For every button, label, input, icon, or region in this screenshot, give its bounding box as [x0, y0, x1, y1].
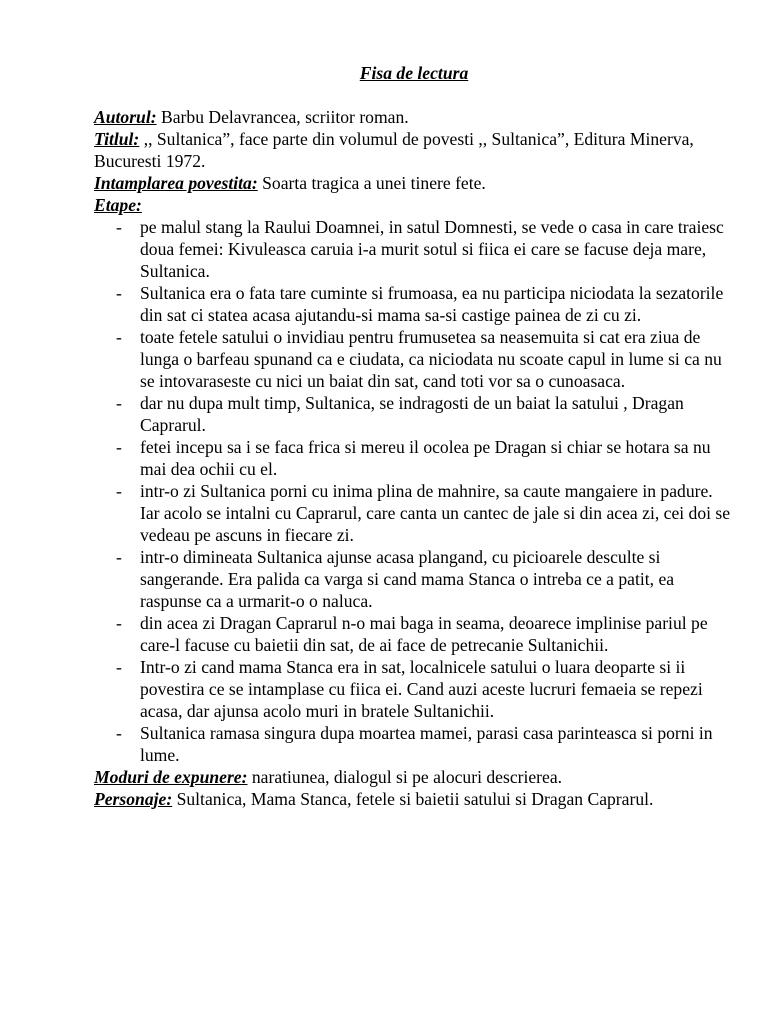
story-line [94, 172, 734, 194]
bullet-dash: - [116, 437, 122, 457]
stages-label: Etape: [94, 195, 142, 215]
list-item [94, 326, 734, 392]
story-text: Soarta tragica a unei tinere fete. [257, 173, 486, 193]
list-item-text: fetei incepu sa i se faca frica si mereu il ocolea pe Dragan si chiar se hotara sa nu mai dea ochii cu el. [140, 437, 711, 479]
list-item [94, 546, 734, 612]
author-label: Autorul: [94, 107, 157, 127]
list-item-text: dar nu dupa mult timp, Sultanica, se indragosti de un baiat la satului , Dragan Caprarul. [140, 393, 684, 435]
list-item-text: Sultanica era o fata tare cuminte si frumoasa, ea nu participa niciodata la sezatorile din sat ci statea acasa ajutandu-si mama sa-si castige painea de zi cu zi. [140, 283, 724, 325]
bullet-dash: - [116, 217, 122, 237]
title-text: ,, Sultanica”, face parte din volumul de povesti ,, Sultanica”, Editura Minerva, Bucuresti 1972. [94, 129, 694, 171]
bullet-dash: - [116, 393, 122, 413]
characters-line [94, 788, 734, 810]
bullet-dash: - [116, 547, 122, 567]
list-item [94, 392, 734, 436]
narration-modes-text: naratiunea, dialogul si pe alocuri descrierea. [247, 767, 563, 787]
bullet-dash: - [116, 723, 122, 743]
title-label: Titlul: [94, 129, 140, 149]
author-text: Barbu Delavrancea, scriitor roman. [156, 107, 409, 127]
bullet-dash: - [116, 283, 122, 303]
list-item-text: Intr-o zi cand mama Stanca era in sat, localnicele satului o luara deoparte si ii povestira ce se intamplase cu fiica ei. Cand auzi aceste lucruri femaeia se repezi acasa, dar ajunsa acolo muri in bratele Sultanichii. [140, 657, 703, 721]
bullet-dash: - [116, 657, 122, 677]
list-item-text: toate fetele satului o invidiau pentru frumusetea sa neasemuita si cat era ziua de lunga o barfeau spunand ca e ciudata, ca niciodata nu scoate capul in lume si ca nu se intovaraseste cu nici un baiat din sat, cand toti vor sa o cunoasaca. [140, 327, 722, 391]
author-line [94, 106, 734, 128]
list-item [94, 436, 734, 480]
list-item [94, 722, 734, 766]
document-title: Fisa de lectura [359, 63, 469, 83]
stages-list [94, 216, 734, 766]
list-item [94, 480, 734, 546]
list-item-text: intr-o dimineata Sultanica ajunse acasa plangand, cu picioarele desculte si sangerande. Era palida ca varga si cand mama Stanca o intreba ce a patit, ea raspunse ca a urmarit-o o naluca. [140, 547, 675, 611]
characters-text: Sultanica, Mama Stanca, fetele si baietii satului si Dragan Caprarul. [172, 789, 654, 809]
list-item [94, 282, 734, 326]
list-item [94, 216, 734, 282]
narration-modes-label: Moduri de expunere: [94, 767, 248, 787]
title-line [94, 128, 734, 172]
characters-label: Personaje: [94, 789, 173, 809]
document-page [94, 62, 734, 810]
bullet-dash: - [116, 481, 122, 501]
list-item-text: pe malul stang la Raului Doamnei, in satul Domnesti, se vede o casa in care traiesc doua femei: Kivuleasca caruia i-a murit sotul si fiica ei care se facuse deja mare, Sultanica. [140, 217, 724, 281]
story-label: Intamplarea povestita: [94, 173, 258, 193]
list-item-text: din acea zi Dragan Caprarul n-o mai baga in seama, deoarece implinise pariul pe care-l facuse cu baietii din sat, de ai face de petrecanie Sultanichii. [140, 613, 708, 655]
stages-heading-line [94, 194, 734, 216]
bullet-dash: - [116, 327, 122, 347]
bullet-dash: - [116, 613, 122, 633]
list-item [94, 656, 734, 722]
narration-modes-line [94, 766, 734, 788]
list-item-text: intr-o zi Sultanica porni cu inima plina de mahnire, sa caute mangaiere in padure. Iar acolo se intalni cu Caprarul, care canta un cantec de jale si din acea zi, cei doi se vedeau pe ascuns in fiecare zi. [140, 481, 731, 545]
list-item-text: Sultanica ramasa singura dupa moartea mamei, parasi casa parinteasca si porni in lume. [140, 723, 713, 765]
list-item [94, 612, 734, 656]
